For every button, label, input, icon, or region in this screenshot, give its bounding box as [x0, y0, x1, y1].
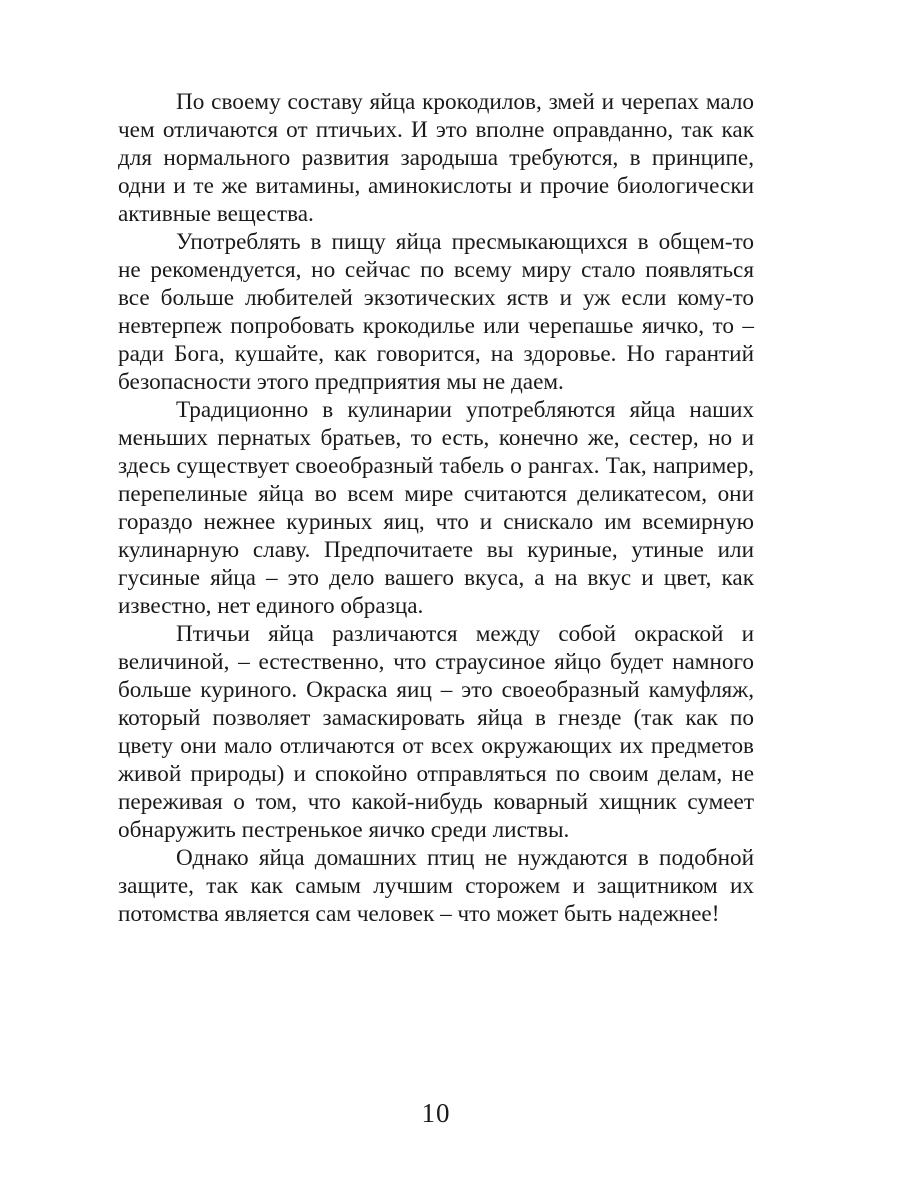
paragraph-eating-reptile-eggs: Употреблять в пищу яйца пресмыкающихся в общем-то не рекомендуется, но сейчас по всему миру стало появляться все больше любителей экзотических яств и уж если кому-то невтерпеж попробовать крокодилье или черепашье яичко, то – ради Бога, кушайте, как говорится, на здоровье. Но гарантий безопасности этого предприятия мы не даем.: [118, 229, 754, 395]
paragraph-culinary-bird-eggs: Традиционно в кулинарии употребляются яйца наших меньших пернатых братьев, то есть, конечно же, сестер, но и здесь существует своеобразный табель о рангах. Так, например, перепелиные яйца во всем мире считаются деликатесом, они гораздо нежнее куриных яиц, что и снискало им всемирную кулинарную славу. Предпочитаете вы куриные, утиные или гусиные яйца – это дело вашего вкуса, а на вкус и цвет, как известно, нет единого образца.: [118, 397, 754, 619]
page-number: 10: [421, 1098, 451, 1128]
paragraph-reptile-eggs: По своему составу яйца крокодилов, змей и черепах мало чем отличаются от птичьих. И это вполне оправданно, так как для нормального развития зародыша требуются, в принципе, одни и те же витамины, аминокислоты и прочие биологически активные вещества.: [118, 89, 754, 227]
paragraph-egg-coloring: Птичьи яйца различаются между собой окраской и величиной, – естественно, что страусиное яйцо будет намного больше куриного. Окраска яиц – это своеобразный камуфляж, который позволяет замаскировать яйца в гнезде (так как по цвету они мало отличаются от всех окружающих их предметов живой природы) и спокойно отправляться по своим делам, не переживая о том, что какой-нибудь коварный хищник сумеет обнаружить пестренькое яичко среди листвы.: [118, 621, 754, 843]
page-body: [118, 88, 754, 928]
paragraph-domestic-birds: Однако яйца домашних птиц не нуждаются в подобной защите, так как самым лучшим сторожем и защитником их потомства является сам человек – что может быть надежнее!: [118, 845, 754, 927]
